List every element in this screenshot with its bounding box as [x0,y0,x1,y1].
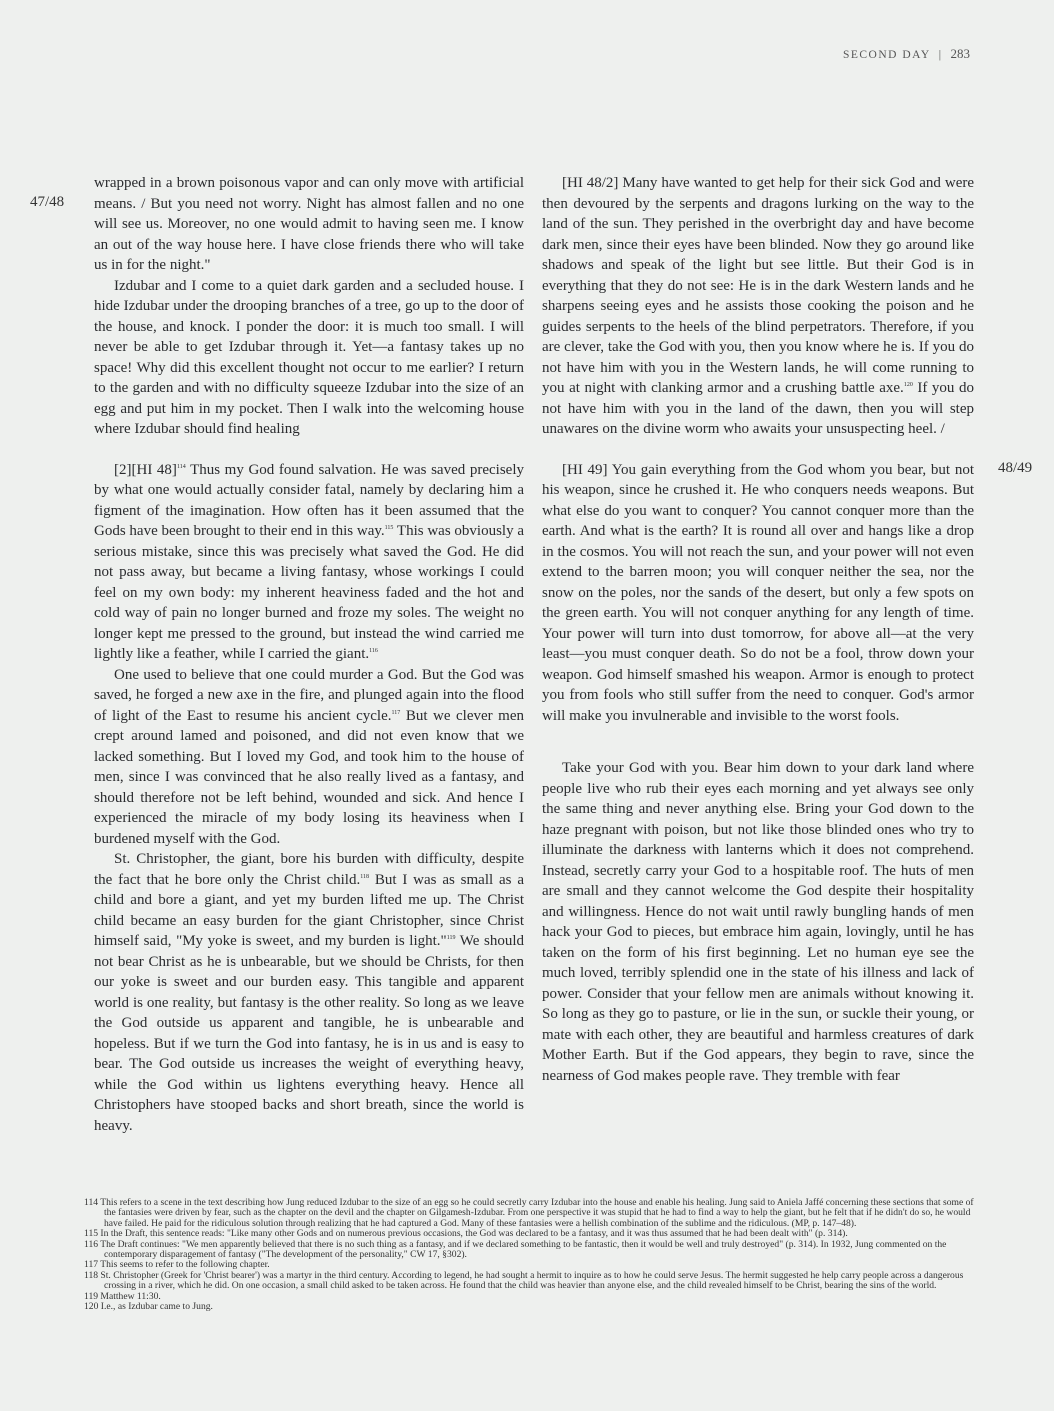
right-paragraph-2: [HI 49] You gain everything from the God whom you bear, but not his weapon, since he crushed it. He who conquers needs weapons. But what else do you want to conquer? You cannot conquer more than the earth. And what is the earth? It is round all over and hangs like a drop in the cosmos. You will not reach the sun, and your power will not even extend to the barren moon; you will conquer neither the sea, nor the snow on the poles, nor the sands of the desert, but only a few spots on the green earth. You will not conquer anything for any length of time. Your power will turn into dust tomorrow, for above all—at the very least—you must conquer death. So do not be a fool, throw down your weapon. God himself smashed his weapon. Armor is enough to protect you from fools who still suffer from the need to conquer. God's armor will make you invulnerable and invisible to the worst fools. [542,461,974,724]
footnote-ref[interactable]: 118 [360,873,369,880]
footnote-117: 117 This seems to refer to the following chapter. [84,1259,270,1271]
text-run: We should not bear Christ as he is unbearable, but we should be Christs, for then our yoke is sweet and our burden easy. This tangible and apparent world is one reality, but fantasy is the other reality. So long as we leave the God outside us apparent and tangible, he is unbearable and hopeless. But if we turn the God into fantasy, he is in us and is easy to bear. The God outside us increases the weight of everything heavy, while the God within us lightens everything heavy. Hence all Christophers have stooped backs and short breath, since the world is heavy. [94,933,524,1134]
footnote-119: 119 Matthew 11:30. [84,1290,161,1302]
right-paragraph-3: Take your God with you. Bear him down to your dark land where people live who rub their eyes each morning and yet always see only the same thing and never anything else. Bring your God down to the haze pregnant with poison, but not like those blinded ones who try to illuminate the darkness with lanterns which it does not comprehend. Instead, secretly carry your God to a hospitable roof. The huts of men are small and they cannot welcome the God despite their hospitality and willingness. Hence do not wait until rawly bungling hands of men hack your God to pieces, but embrace him again, lovingly, until he has taken on the form of his first beginning. Let no human eye see the much loved, terribly splendid one in the state of his illness and lack of power. Consider that your fellow men are animals without knowing it. So long as they go to pasture, or lie in the sun, or suckle their young, or mate with each other, they are beautiful and harmless creatures of dark Mother Earth. But if the God appears, they begin to rave, since the nearness of God makes people rave. They tremble with fear [542,760,974,1084]
text-run: [2][HI 48] [114,461,177,478]
footnote-ref[interactable]: 116 [369,648,378,654]
footnote-120: 120 I.e., as Izdubar came to Jung. [84,1301,213,1313]
text-run: But I was as small as a child and bore a giant, and yet my burden lifted me up. The Christ child became an easy burden for the giant Christopher, since Christ himself said, "My yoke is sweet, and my burden is light." [94,871,525,949]
footnote-115: 115 In the Draft, this sentence reads: "Like many other Gods and on numerous previous occasions, the God was declared to be a fantasy, and it was thus assumed that he had been dealt with" (p. 314). [84,1228,848,1240]
footnotes [84,1198,976,1312]
footnote-ref[interactable]: 120 [903,382,913,388]
text-run: One used to believe that one could murder a God. But the God was saved, he forged a new axe in the fire, and plunged again into the flood of light of the East to resume his ancient cycle. [94,666,524,724]
running-title: SECOND DAY [842,49,931,61]
footnote-ref[interactable]: 117 [391,709,401,716]
footnote-118: 118 St. Christopher (Greek for 'Christ bearer') was a martyr in the third century. According to legend, he had sought a hermit to inquire as to how he could serve Jesus. The hermit suggested he help carry people across a dangerous crossing in a river, which he did. On one occasion, a small child asked to be taken across. He found that the child was heavier than anyone else, and the child revealed himself to be Christ, bearing the sins of the world. [84,1269,964,1292]
running-header [843,46,970,62]
text-run: St. Christopher, the giant, bore his burden with difficulty, despite the fact that he bore only the Christ child. [94,851,524,888]
left-paragraph-3 [94,460,524,665]
margin-ref-left: 47/48 [30,194,65,210]
footnote-ref[interactable]: 119 [446,935,456,941]
text-run: If you do not have him with you in the land of the dawn, then you will step unawares on the divine worm who awaits your unsuspecting heel. / [542,380,974,437]
left-paragraph-4 [94,665,524,850]
text-run: [HI 48/2] Many have wanted to get help for their sick God and were then devoured by the serpents and dragons lurking on the way to the land of the sun. They perished in the overbright day and have become dark men, since their eyes have been blinded. Now they go around like shadows and speak of the light but see little. But their God is in everything that they do not see: He is in the dark Western lands and he sharpens seeing eyes and he assists those cooking the poison and he guides serpents to the heels of the blind perpetrators. Therefore, if you are clever, take the God with you, then you know where he is. If you do not have him with you in the Western lands, he will come running to you at night with clanking armor and a crushing battle axe. [542,175,974,396]
footnote-ref[interactable]: 114 [176,463,186,470]
right-paragraph-1 [542,173,974,440]
left-paragraph-5 [94,849,524,1136]
left-paragraph-1: wrapped in a brown poisonous vapor and can only move with artificial means. / But you need not worry. Night has almost fallen and no one will see us. Moreover, no one would admit to having seen me. I know an out of the way house here. I have close friends there who will take us in for the night." [94,175,524,273]
footnote-114: 114 This refers to a scene in the text describing how Jung reduced Izdubar to the size of an egg so he could secretly carry Izdubar into the house and enable his healing. Jung said to Aniela Jaffé concerning these sections that some of the fantasies were driven by fear, such as the chapter on the devil and the chapter on Gilgamesh-Izdubar. From one perspective it was stupid that he had to find a way to help the giant, but he felt that if he didn't do so, he would have failed. He paid for the ridiculous solution through realizing that he had captured a God. Many of these fantasies were a hellish combination of the sublime and the ridiculous. (MP, p. 147–48). [84,1197,974,1229]
text-run: But we clever men crept around lamed and poisoned, and did not even know that we lacked something. But I loved my God, and took him to the house of men, since I was convinced that he also really lived as a fantasy, and should therefore not be left behind, wounded and sick. And hence I experienced the miracle of my body losing its heaviness when I burdened myself with the God. [94,707,524,847]
text-run: This was obviously a serious mistake, since this was precisely what saved the God. He did not pass away, but became a living fantasy, whose workings I could feel on my own body: my inherent heaviness faded and the hot and cold way of pain no longer burned and froze my soles. The weight no longer kept me pressed to the ground, but instead the wind carried me lightly like a feather, while I carried the giant. [94,523,524,662]
left-column [94,173,524,1136]
footnote-116: 116 The Draft continues: "We men apparently believed that there is no such thing as a fantasy, and if we declared something to be fantastic, then it would be well and truly destroyed" (p. 314). In 1932, Jung commented on the contemporary disparagement of fantasy ("The development of the personality," CW 17, §302). [84,1238,947,1261]
right-column [542,173,974,1086]
header-separator: | [938,49,943,61]
left-paragraph-2: Izdubar and I come to a quiet dark garden and a secluded house. I hide Izdubar under the drooping branches of a tree, go up to the door of the house, and knock. I ponder the door: it is much too small. I will never be able to get Izdubar through it. Yet—a fantasy takes up no space! Why did this excellent thought not occur to me earlier? I return to the garden and with no difficulty squeeze Izdubar into the size of an egg and put him in my pocket. Then I walk into the welcoming house where Izdubar should find healing [94,277,524,437]
page-number: 283 [950,46,970,61]
footnote-ref[interactable]: 115 [384,525,394,531]
text-run: Thus my God found salvation. He was saved precisely by what one would actually consider fatal, namely by declaring him a figment of the imagination. How often has it been assumed that the Gods have been brought to their end in this way. [94,461,525,539]
margin-ref-right: 48/49 [998,460,1033,476]
